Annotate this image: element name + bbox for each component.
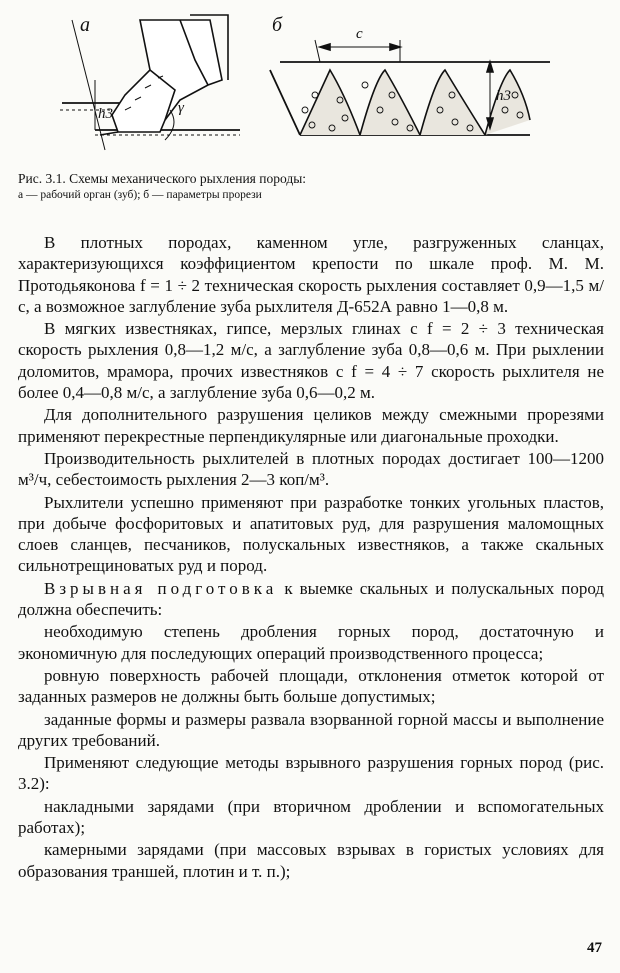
figure-label-a: а: [80, 14, 90, 36]
method-item: камерными зарядами (при массовых взрывах в гористых условиях для образования траншей, плотин и т. п.);: [18, 840, 604, 881]
figure-drawing: [0, 0, 620, 165]
requirement-item: необходимую степень дробления горных пород, достаточную и экономичную для последующих операций производственного процесса;: [18, 622, 604, 663]
body-text: [18, 232, 604, 883]
paragraph: В плотных породах, каменном угле, разгруженных сланцах, характеризующихся коэффициентом крепости по шкале проф. М. М. Протодьяконова f = 1 ÷ 2 техническая скорость рыхления составляет 0,9—1,5 м/с, а возможное заглубление зуба рыхлителя Д-652А равно 1—0,8 м.: [18, 233, 604, 316]
figure-3-1: [0, 0, 620, 165]
caption-legend: а — рабочий орган (зуб); б — параметры прорези: [18, 189, 262, 201]
figure-symbol-h3-b: h3: [496, 88, 511, 104]
blast-prep-rest: к выемке скальных и полускальных пород должна обеспечить:: [18, 578, 604, 620]
figure-label-b: б: [272, 14, 283, 36]
methods-intro: Применяют следующие методы взрывного разрушения горных пород (рис. 3.2):: [18, 753, 604, 794]
figure-caption: [18, 170, 608, 204]
requirement-item: ровную поверхность рабочей площади, отклонения отметок которой от заданных размеров не должны быть больше допустимых;: [18, 665, 604, 707]
paragraph: В мягких известняках, гипсе, мерзлых глинах с f = 2 ÷ 3 техническая скорость рыхления 0,8—1,2 м/с, а заглубление зуба 0,8—0,6 м. При рыхлении доломитов, мрамора, прочих известняков с f = 4 ÷ 7 скорость рыхлителя не более 0,4—0,8 м/с, а заглубление зуба 0,6—0,2 м.: [18, 319, 604, 403]
figure-symbol-gamma: γ: [178, 100, 184, 116]
page-number: 47: [587, 940, 602, 956]
paragraph: Для дополнительного разрушения целиков между смежными прорезями применяют перекрестные перпендикулярные или диагональные проходки.: [18, 405, 604, 446]
method-item: накладными зарядами (при вторичном дроблении и вспомогательных работах);: [18, 796, 604, 838]
figure-symbol-c: c: [356, 26, 363, 42]
paragraph: Производительность рыхлителей в плотных породах достигает 100—1200 м³/ч, себестоимость рыхления 2—3 коп/м³.: [18, 448, 604, 490]
blast-prep-paragraph: [18, 578, 604, 621]
paragraph: Рыхлители успешно применяют при разработке тонких угольных пластов, при добыче фосфоритовых и апатитовых руд, для разрушения маломощных слоев сланцев, песчаников, полускальных известняков, а также скальных сильнотрещиноватых руд и пород.: [18, 492, 604, 576]
caption-title: Рис. 3.1. Схемы механического рыхления породы:: [18, 171, 307, 186]
figure-symbol-h3-a: h3: [98, 106, 113, 122]
requirement-item: заданные формы и размеры развала взорванной горной массы и выполнение других требований.: [18, 709, 604, 750]
blast-prep-term: Взрывная подготовка: [44, 578, 278, 598]
